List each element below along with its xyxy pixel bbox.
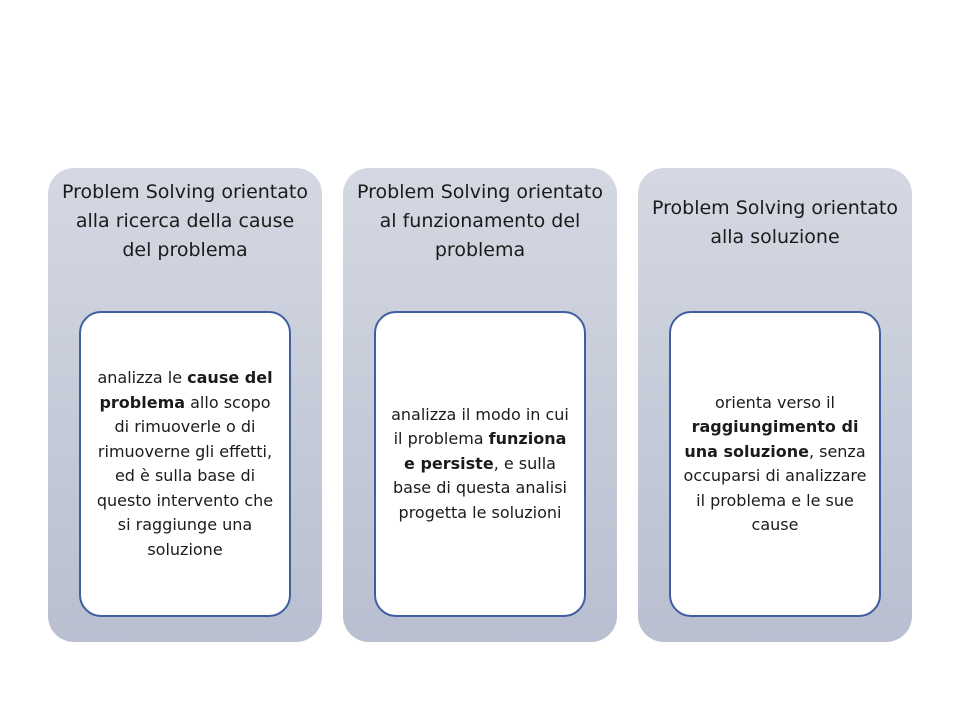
description-segment: orienta verso il	[715, 392, 835, 412]
description-emphasis: cause del problema	[99, 368, 273, 412]
panel-solution-oriented	[638, 168, 912, 642]
description-text	[681, 391, 869, 538]
description-text	[386, 403, 574, 526]
description-emphasis: funziona e persiste	[404, 429, 567, 473]
panel-title: Problem Solving orientato alla soluzione	[652, 197, 898, 248]
description-segment: allo scopo di rimuoverle o di rimuoverne gli effetti, ed è sulla base di questo intervento che si raggiunge una soluzione	[96, 392, 274, 559]
description-segment: , e sulla base di questa analisi progetta le soluzioni	[393, 453, 567, 522]
description-emphasis: raggiungimento di una soluzione	[684, 417, 859, 461]
description-segment: , senza occuparsi di analizzare il problema e le sue cause	[683, 441, 867, 534]
description-text	[91, 366, 279, 562]
description-segment: analizza il modo in cui il problema	[391, 404, 569, 449]
panel-title: Problem Solving orientato alla ricerca della cause del problema	[62, 181, 308, 261]
description-box	[374, 311, 586, 617]
description-box	[669, 311, 881, 617]
panel-cause-oriented	[48, 168, 322, 642]
panel-function-oriented	[343, 168, 617, 642]
description-box	[79, 311, 291, 617]
description-segment: analizza le	[97, 368, 188, 387]
panel-title: Problem Solving orientato al funzionamento del problema	[357, 181, 603, 261]
